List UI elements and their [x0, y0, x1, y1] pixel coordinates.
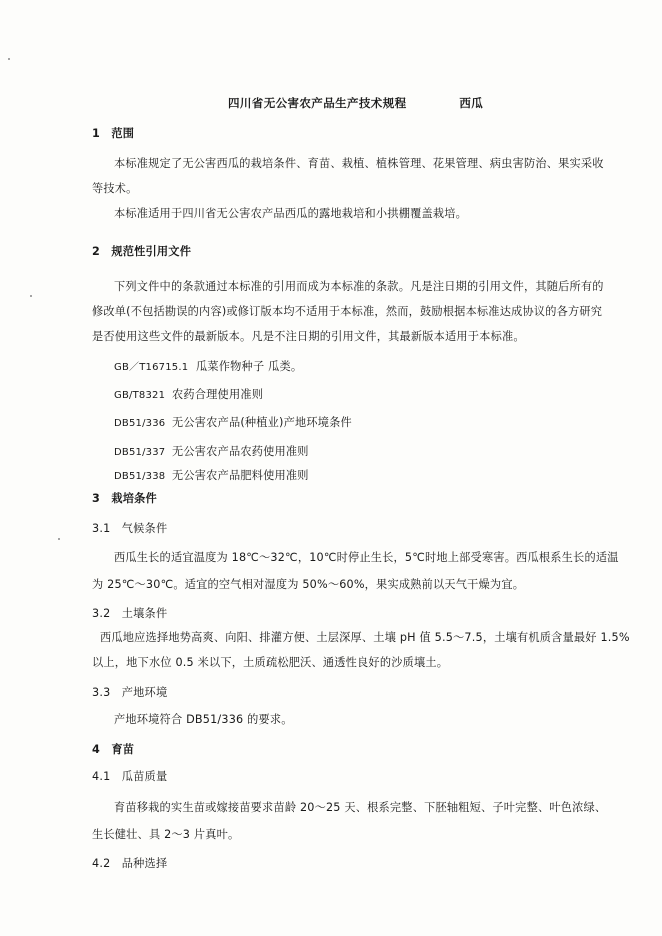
reference-item	[114, 416, 352, 431]
reference-name: 农药合理使用准则	[172, 388, 264, 401]
sec1-paragraph-1-line-2: 等技术。	[92, 182, 138, 195]
sec3-2-line-2: 以上，地下水位 0.5 米以下，土质疏松肥沃、通透性良好的沙质壤土。	[92, 656, 449, 669]
sec3-1-line-1: 西瓜生长的适宜温度为 18℃～32℃，10℃时停止生长，5℃时地上部受寒害。西瓜根系生长的适温	[114, 551, 619, 564]
subsection-4-2-heading: 4.2 品种选择	[92, 857, 168, 870]
subsection-3-2-heading: 3.2 土壤条件	[92, 607, 168, 620]
sec3-1-line-2: 为 25℃～30℃。适宜的空气相对湿度为 50%～60%，果实成熟前以天气干燥为宜。	[92, 578, 525, 591]
section-1-heading: 1 范围	[92, 127, 135, 140]
reference-item	[114, 388, 263, 403]
subsection-3-1-heading: 3.1 气候条件	[92, 522, 168, 535]
reference-name: 无公害农产品(种植业)产地环境条件	[172, 416, 352, 429]
reference-item	[114, 469, 309, 484]
sec4-1-line-2: 生长健壮、具 2～3 片真叶。	[92, 828, 240, 841]
subsection-4-1-heading: 4.1 瓜苗质量	[92, 770, 168, 783]
reference-item	[114, 445, 309, 460]
reference-name: 无公害农产品农药使用准则	[172, 445, 309, 458]
title-text: 四川省无公害农产品生产技术规程	[228, 96, 407, 110]
sec2-paragraph-line-3: 是否使用这些文件的最新版本。凡是不注日期的引用文件，其最新版本适用于本标准。	[92, 330, 525, 343]
document-title	[228, 96, 483, 110]
reference-code: GB／T16715.1	[114, 362, 189, 373]
sec4-1-line-1: 育苗移栽的实生苗或嫁接苗要求苗龄 20～25 天、根系完整、下胚轴粗短、子叶完整、叶色浓绿、	[114, 801, 607, 814]
reference-code: DB51/336	[114, 418, 166, 429]
reference-item	[114, 360, 302, 375]
section-4-heading: 4 育苗	[92, 743, 135, 756]
reference-code: GB/T8321	[114, 390, 166, 401]
sec2-paragraph-line-1: 下列文件中的条款通过本标准的引用而成为本标准的条款。凡是注日期的引用文件，其随后所有的	[114, 280, 604, 293]
subsection-3-3-heading: 3.3 产地环境	[92, 686, 168, 699]
reference-name: 瓜菜作物种子 瓜类。	[196, 360, 303, 373]
sec3-3-line-1: 产地环境符合 DB51/336 的要求。	[114, 713, 293, 726]
reference-code: DB51/338	[114, 471, 166, 482]
section-2-heading: 2 规范性引用文件	[92, 245, 192, 258]
sec2-paragraph-line-2: 修改单(不包括勘误的内容)或修订版本均不适用于本标准，然而，鼓励根据本标准达成协议的各方研究	[92, 305, 603, 318]
section-3-heading: 3 栽培条件	[92, 492, 157, 505]
reference-name: 无公害农产品肥料使用准则	[172, 469, 309, 482]
scan-speck	[8, 58, 10, 60]
sec1-paragraph-1-line-1: 本标准规定了无公害西瓜的栽培条件、育苗、栽植、植株管理、花果管理、病虫害防治、果实采收	[114, 157, 604, 170]
sec1-paragraph-2: 本标准适用于四川省无公害农产品西瓜的露地栽培和小拱棚覆盖栽培。	[114, 207, 468, 220]
reference-code: DB51/337	[114, 447, 166, 458]
sec3-2-line-1: 西瓜地应选择地势高爽、向阳、排灌方便、土层深厚、土壤 pH 值 5.5～7.5，土壤有机质含量最好 1.5%	[100, 631, 630, 644]
scan-speck	[58, 538, 60, 540]
title-product: 西瓜	[459, 96, 484, 110]
scan-speck	[30, 295, 32, 297]
